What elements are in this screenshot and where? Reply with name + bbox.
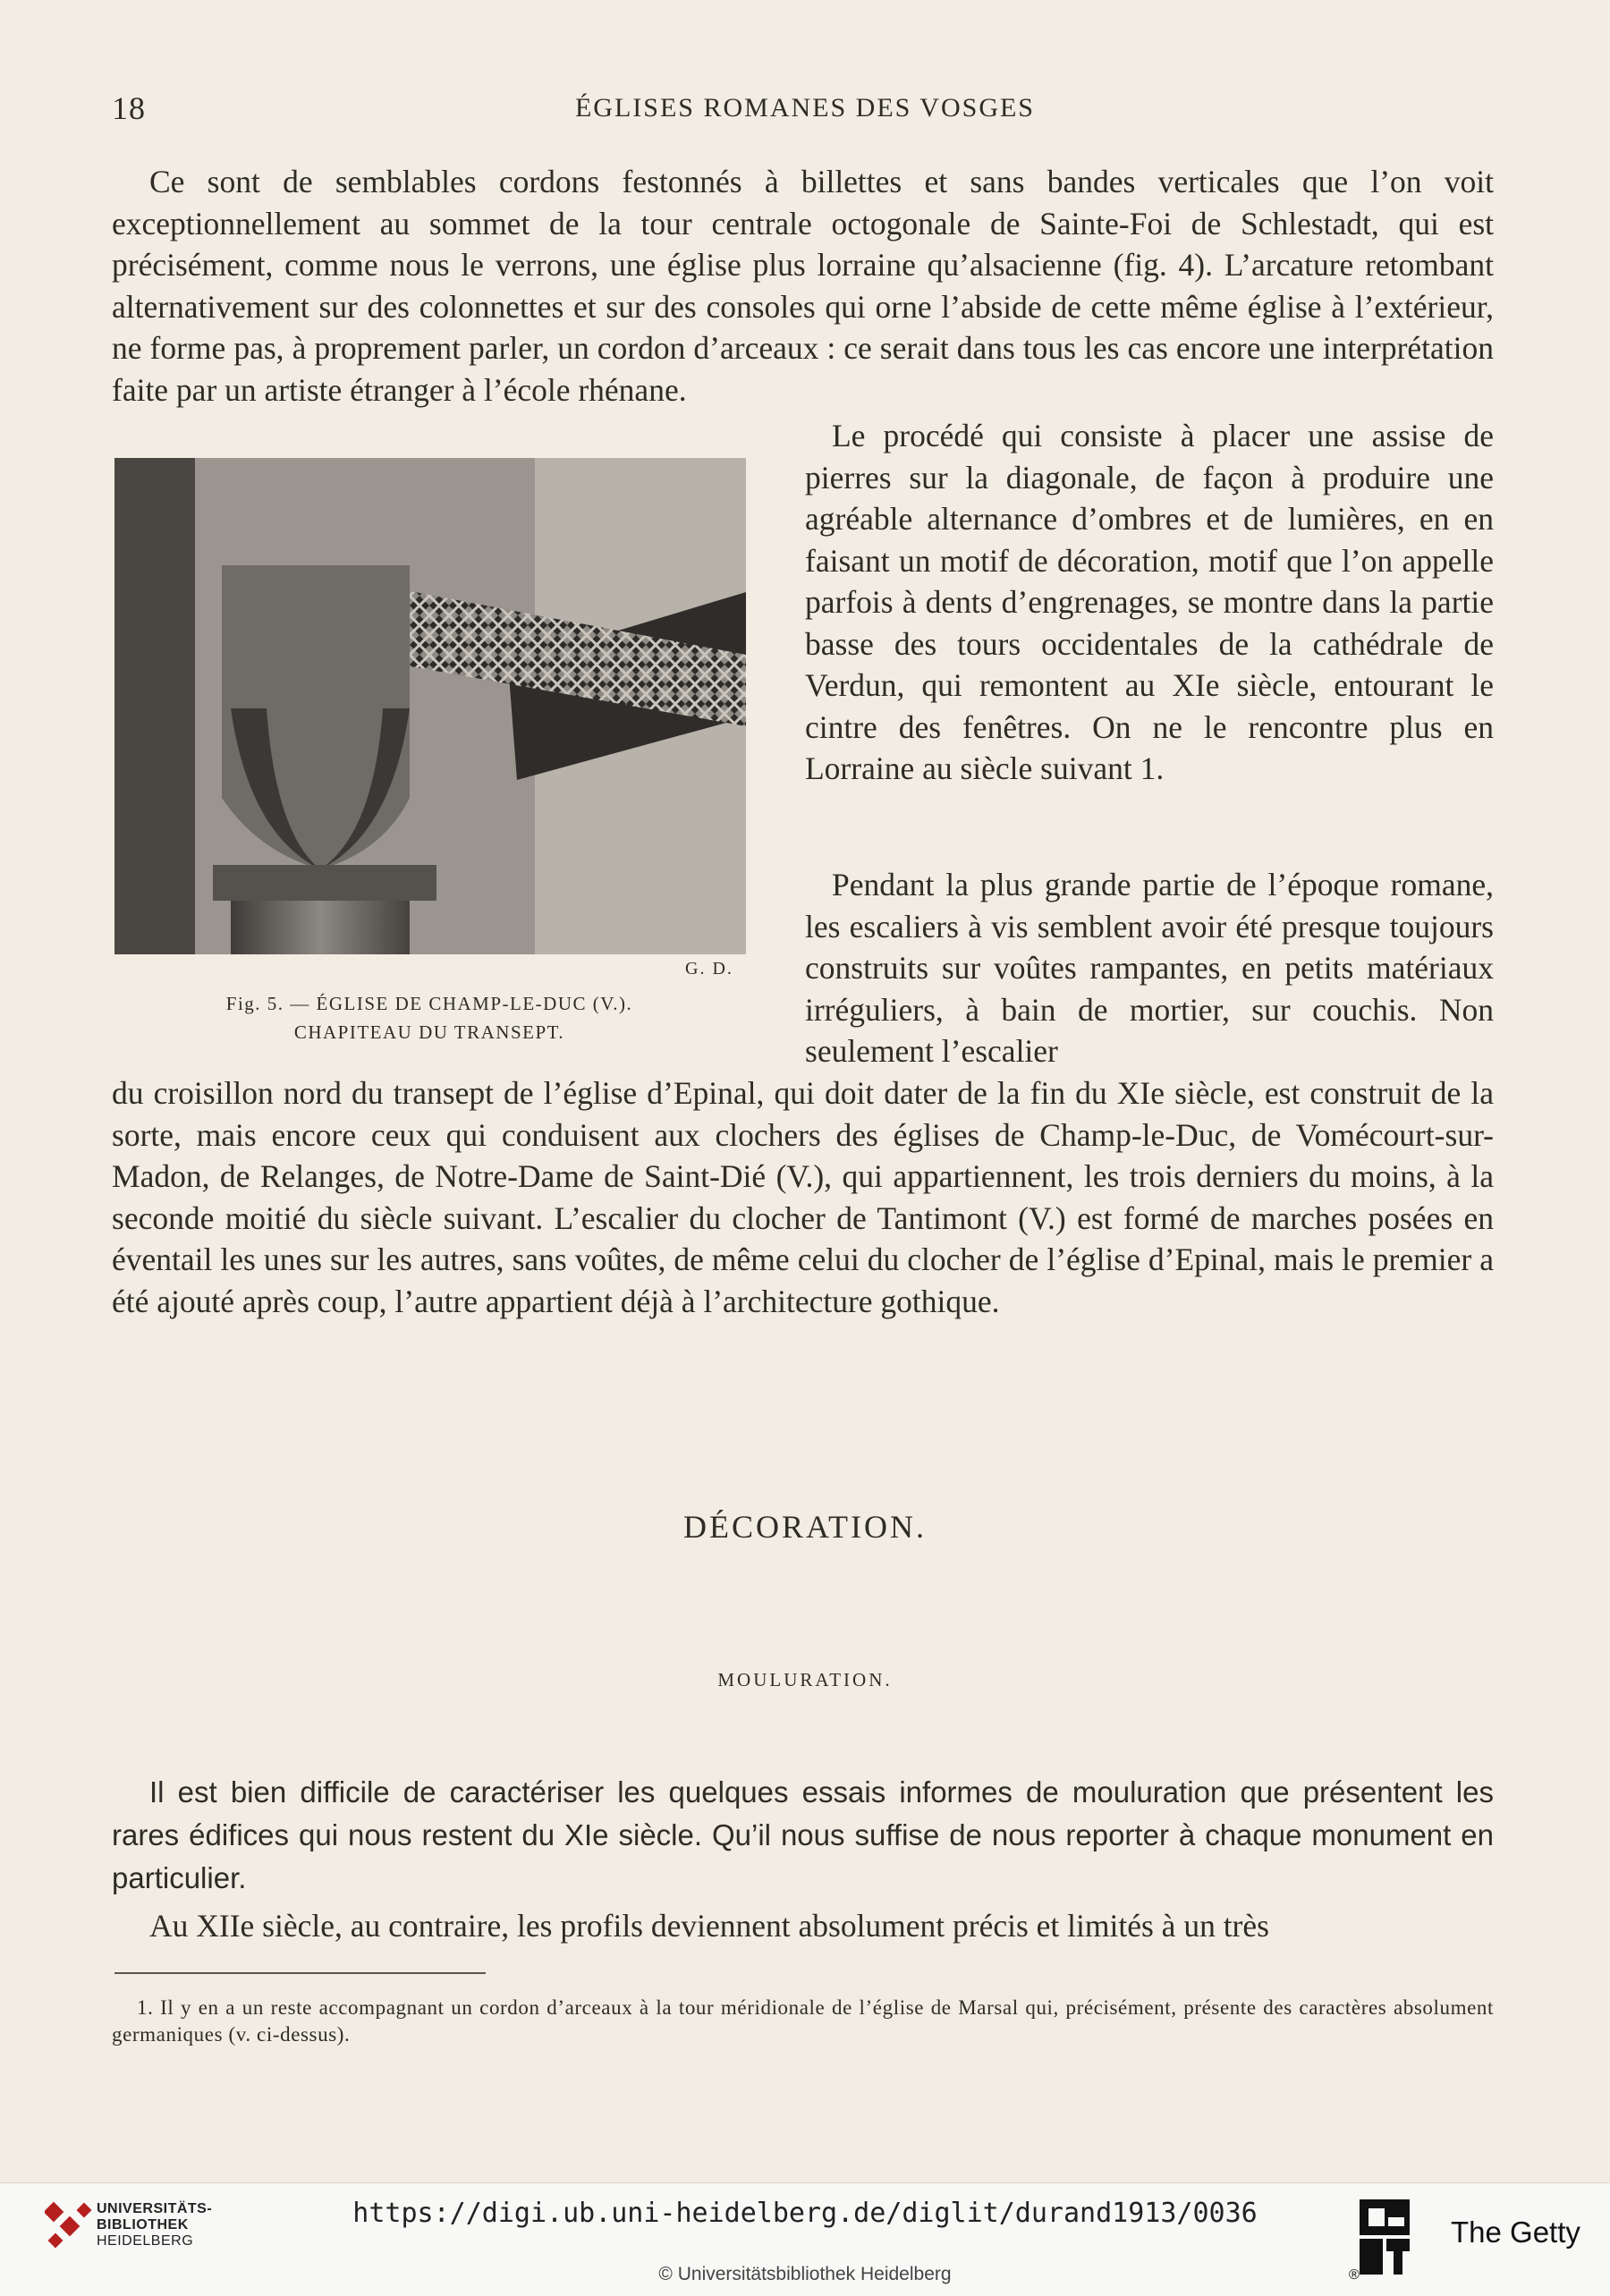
- paragraph-5: Au XIIe siècle, au contraire, les profils deviennent absolument précis et limités à un très: [149, 1908, 1269, 1944]
- library-name-line-2: BIBLIOTHEK: [97, 2217, 189, 2232]
- viewer-footer-bar: [0, 2182, 1610, 2296]
- library-name-line-3: HEIDELBERG: [97, 2233, 194, 2249]
- library-name-line-1: UNIVERSITÄTS-: [97, 2201, 213, 2216]
- figure-caption-line-2: CHAPITEAU DU TRANSEPT.: [293, 1021, 565, 1043]
- paragraph-1: Ce sont de semblables cordons festonnés à billettes et sans bandes verticales que l’on voit exceptionnellement au sommet de la tour centrale octogonale de Sainte-Foi de Schlestadt, qui est précisément, comme nous le verrons, une église plus lorraine qu’alsacienne (fig. 4). L’arcature retombant alternativement sur des colonnettes et sur des consoles qui orne l’abside de cette même église à l’extérieur, ne forme pas, à proprement parler, un cordon d’arceaux : ce serait dans tous les cas encore une interprétation faite par un artiste étranger à l’école rhénane.: [112, 164, 1494, 408]
- figure-credit: G. D.: [685, 959, 733, 979]
- figure-caption-line-1: Fig. 5. — ÉGLISE DE CHAMP-LE-DUC (V.).: [225, 993, 633, 1014]
- running-title: ÉGLISES ROMANES DES VOSGES: [574, 93, 1035, 123]
- getty-logo-icon: [1358, 2198, 1411, 2278]
- footnote-divider: [114, 1972, 486, 1974]
- running-head: [112, 89, 1498, 132]
- paragraph-2: Le procédé qui consiste à placer une assise de pierres sur la diagonale, de façon à produire une agréable alternance d’ombres et de lumières, en en faisant un motif de décoration, motif que l’on appelle parfois à dents d’engrenages, se montre dans la partie basse des tours occidentales de la cathédrale de Verdun, qui remontent au XIe siècle, entourant le cintre des fenêtres. On ne le rencontre plus en Lorraine au siècle suivant 1.: [805, 418, 1494, 786]
- capital-photo-drawing: [114, 458, 746, 954]
- figure-photo: [114, 458, 746, 954]
- copyright-notice: © Universitätsbibliothek Heidelberg: [658, 2264, 952, 2284]
- figure-caption: [179, 989, 680, 1046]
- subsection-title: MOULURATION.: [717, 1669, 893, 1690]
- registered-mark: ®: [1349, 2267, 1360, 2283]
- getty-name: The Getty: [1451, 2216, 1580, 2249]
- section-title: DÉCORATION.: [683, 1509, 927, 1545]
- paragraph-3-beside-figure: Pendant la plus grande partie de l’époque romane, les escaliers à vis semblent avoir été presque toujours construits sur voûtes rampantes, en petits matériaux irréguliers, à bain de mortier, sur couchis. Non seulement l’escalier: [805, 867, 1494, 1069]
- permalink-url[interactable]: https://digi.ub.uni-heidelberg.de/diglit/durand1913/0036: [352, 2198, 1258, 2229]
- footnote: 1. Il y en a un reste accompagnant un cordon d’arceaux à la tour méridionale de l’église de Marsal qui, précisément, présente des caractères absolument germaniques (v. ci-dessus).: [112, 1996, 1494, 2046]
- page-number: 18: [112, 90, 146, 126]
- paragraph-4: Il est bien difficile de caractériser les quelques essais informes de mouluration que présentent les rares édifices qui nous restent du XIe siècle. Qu’il nous suffise de nous reporter à chaque monument en particulier.: [112, 1775, 1494, 1894]
- paragraph-3-continued: du croisillon nord du transept de l’église d’Epinal, qui doit dater de la fin du XIe siècle, est construit de la sorte, mais encore ceux qui conduisent aux clochers des églises de Champ-le-Duc, de Vomécourt-sur-Madon, de Relanges, de Notre-Dame de Saint-Dié (V.), qui appartiennent, les trois derniers du moins, à la seconde moitié du siècle suivant. L’escalier du clocher de Tantimont (V.) est formé de marches posées en éventail les unes sur les autres, sans voûtes, de même celui du clocher de l’église d’Epinal, mais le premier a été ajouté après coup, l’autre appartient déjà à l’architecture gothique.: [112, 1075, 1494, 1319]
